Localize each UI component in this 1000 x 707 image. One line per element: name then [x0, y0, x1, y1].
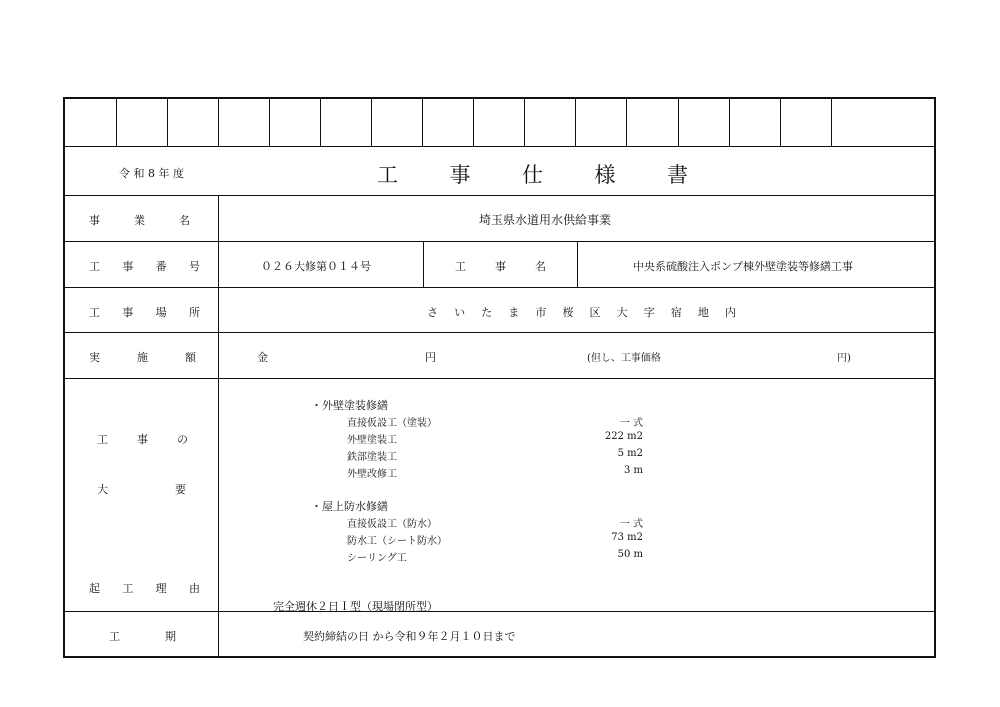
- stamp-box-divider: [473, 99, 474, 146]
- stamp-box-divider: [831, 99, 832, 146]
- work-period-value: 契約締結の日 から令和９年２月１０日まで: [303, 630, 516, 643]
- row-divider: [65, 146, 934, 147]
- row-divider: [65, 611, 934, 612]
- work-location-value-char: 大: [616, 306, 628, 319]
- label-work-location-char: 場: [155, 306, 167, 319]
- stamp-box-divider: [167, 99, 168, 146]
- amount-note-close: 円): [837, 353, 851, 364]
- document-title-char: 工: [377, 163, 398, 187]
- work-name-value: 中央系硫酸注入ポンプ棟外壁塗装等修繕工事: [633, 260, 853, 273]
- label-business-name-char: 名: [179, 214, 190, 227]
- row-divider: [65, 332, 934, 333]
- label-business-name-char: 事: [89, 214, 100, 227]
- document-title-char: 事: [449, 163, 471, 187]
- label-work-outline-char: 工: [97, 433, 108, 446]
- stamp-box-divider: [422, 99, 423, 146]
- work-location-value-char: い: [454, 306, 466, 319]
- label-work-number-char: 工: [89, 260, 100, 273]
- label-work-number-char: 号: [189, 260, 200, 273]
- stamp-box-divider: [269, 99, 270, 146]
- label-amount-char: 額: [185, 351, 196, 364]
- stamp-box-divider: [320, 99, 321, 146]
- outline-item-name: 鉄部塗装工: [347, 451, 397, 463]
- stamp-box-divider: [729, 99, 730, 146]
- outline-item-quantity: 5 m2: [617, 447, 643, 459]
- stamp-box-divider: [575, 99, 576, 146]
- work-location-value-char: さ: [427, 306, 438, 319]
- cell-divider: [577, 241, 578, 287]
- amount-yen: 円: [425, 351, 436, 364]
- outline-item-quantity: 一 式: [619, 519, 643, 531]
- label-reason-char: 理: [155, 582, 167, 595]
- row-divider: [65, 241, 934, 242]
- work-location-value-char: 内: [725, 306, 736, 319]
- label-work-name-char: 名: [535, 260, 546, 273]
- cell-divider: [423, 241, 424, 287]
- stamp-box-divider: [678, 99, 679, 146]
- fiscal-year: 令 和 8 年 度: [119, 167, 184, 180]
- label-work-name-char: 事: [495, 260, 506, 273]
- business-name-value: 埼玉県水道用水供給事業: [479, 213, 612, 227]
- work-number-value: ０２６大修第０１４号: [261, 260, 371, 273]
- outline-item-quantity: 50 m: [617, 549, 643, 561]
- spec-sheet: [63, 97, 936, 658]
- label-work-outline-char: の: [177, 433, 188, 446]
- work-location-value-char: 桜: [562, 306, 574, 319]
- label-work-number-char: 番: [155, 260, 167, 273]
- label-work-period-char: 期: [165, 630, 176, 643]
- label-work-location-char: 工: [89, 306, 100, 319]
- work-location-value-char: 字: [643, 306, 655, 319]
- outline-item-quantity: 73 m2: [611, 532, 643, 544]
- outline-item-name: 直接仮設工（防水）: [347, 519, 437, 531]
- label-work-number-char: 事: [122, 260, 134, 273]
- work-location-value-char: 宿: [670, 306, 682, 319]
- label-business-name-char: 業: [134, 214, 145, 227]
- document-title-char: 様: [594, 163, 616, 187]
- amount-prefix: 金: [257, 351, 268, 364]
- outline-item-name: 直接仮設工（塗装）: [347, 417, 437, 429]
- row-divider: [65, 195, 934, 196]
- document-title-char: 仕: [522, 163, 543, 187]
- label-reason-char: 起: [89, 582, 100, 595]
- stamp-box-divider: [524, 99, 525, 146]
- label-work-outline-char: 事: [137, 433, 148, 446]
- document-title-char: 書: [667, 163, 688, 187]
- outline-item-quantity: 一 式: [619, 417, 643, 429]
- label-work-period-char: 工: [109, 630, 120, 643]
- outline-item-name: 外壁塗装工: [347, 434, 397, 446]
- row-divider: [65, 378, 934, 379]
- outline-item-name: 外壁改修工: [347, 468, 397, 480]
- reason-value: 完全週休２日Ｉ型（現場閉所型）: [273, 600, 438, 613]
- label-work-name-char: 工: [455, 260, 466, 273]
- stamp-box-divider: [780, 99, 781, 146]
- outline-item-name: シーリング工: [347, 553, 407, 565]
- label-outline-summary-char: 要: [175, 483, 186, 496]
- work-location-value-char: ま: [508, 306, 520, 319]
- outline-item-name: 防水工（シート防水）: [347, 536, 447, 548]
- label-work-location-char: 事: [122, 306, 134, 319]
- stamp-box-divider: [626, 99, 627, 146]
- work-location-value-char: た: [481, 306, 493, 319]
- label-outline-summary-char: 大: [97, 483, 108, 496]
- stamp-box-divider: [371, 99, 372, 146]
- outline-item-quantity: 3 m: [623, 464, 643, 476]
- row-divider: [65, 287, 934, 288]
- label-reason-char: 由: [189, 582, 200, 595]
- work-location-value-char: 区: [589, 306, 601, 319]
- outline-group-heading: ・外壁塗装修繕: [311, 399, 388, 412]
- label-amount-char: 実: [89, 351, 100, 364]
- label-amount-char: 施: [137, 351, 148, 364]
- stamp-box-divider: [218, 99, 219, 146]
- work-location-value-char: 地: [697, 306, 709, 319]
- outline-item-quantity: 222 m2: [604, 430, 643, 442]
- outline-group-heading: ・屋上防水修繕: [311, 500, 388, 514]
- label-column-divider: [218, 195, 219, 658]
- amount-note-open: (但し、工事価格: [587, 353, 661, 364]
- stamp-box-divider: [116, 99, 117, 146]
- label-work-location-char: 所: [189, 306, 200, 319]
- label-reason-char: 工: [122, 582, 134, 595]
- work-location-value-char: 市: [535, 306, 547, 319]
